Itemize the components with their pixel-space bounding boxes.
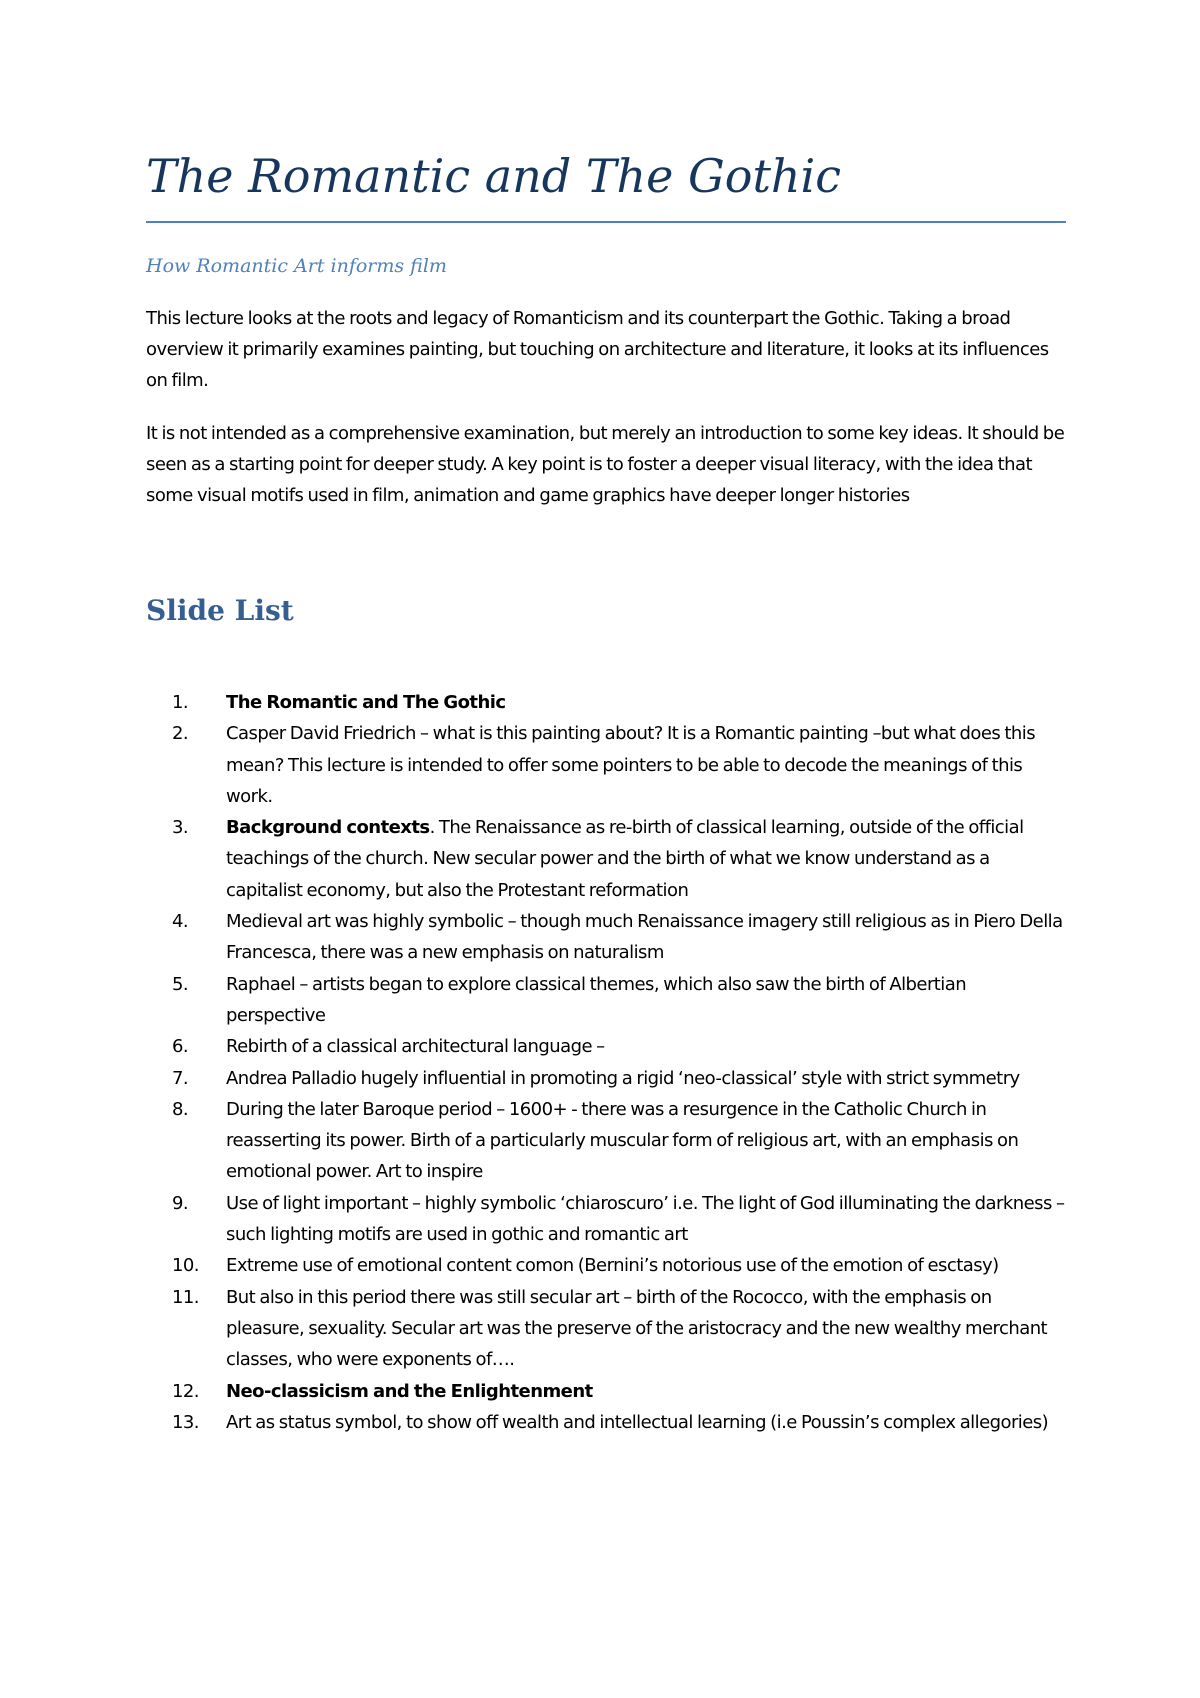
slide-text: Raphael – artists began to explore classical themes, which also saw the birth of Albertian perspective <box>226 973 967 1026</box>
slide-list-item <box>146 1376 1066 1407</box>
slide-lead-text: Background contexts <box>226 817 430 839</box>
slide-list <box>146 687 1066 1438</box>
slide-list-item <box>146 718 1066 812</box>
slide-number: 13. <box>172 1411 199 1433</box>
slide-text: Casper David Friedrich – what is this painting about? It is a Romantic painting –but what does this mean? This lecture is intended to offer some pointers to be able to decode the meanings of this work. <box>226 723 1036 807</box>
slide-number: 3. <box>172 817 189 839</box>
slide-text: The Romantic and The Gothic <box>226 692 506 713</box>
slide-number: 7. <box>172 1067 189 1089</box>
slide-list-item <box>146 1031 1066 1062</box>
slide-number: 5. <box>172 973 189 995</box>
slide-list-item <box>146 1282 1066 1376</box>
slide-list-item <box>146 1188 1066 1251</box>
intro-paragraph: This lecture looks at the roots and legacy of Romanticism and its counterpart the Gothic. Taking a broad overview it primarily examines painting, but touching on architecture and literature, it looks at its influences on film. <box>146 308 1049 391</box>
slide-list-item <box>146 969 1066 1032</box>
slide-text: . The Renaissance as re-birth of classical learning, outside of the official teachings of the church. New secular power and the birth of what we know understand as a capitalist economy, but also the Protestant reformation <box>226 817 1024 901</box>
slide-number: 4. <box>172 911 189 933</box>
slide-list-heading: Slide List <box>146 594 294 627</box>
slide-list-item <box>146 906 1066 969</box>
document-title: The Romantic and The Gothic <box>146 149 842 203</box>
slide-text: Medieval art was highly symbolic – though much Renaissance imagery still religious as in Piero Della Francesca, there was a new emphasis on naturalism <box>226 911 1063 964</box>
slide-text: Andrea Palladio hugely influential in promoting a rigid ‘neo-classical’ style with strict symmetry <box>226 1067 1020 1089</box>
slide-number: 9. <box>172 1192 189 1214</box>
slide-text: Neo-classicism and the Enlightenment <box>226 1380 593 1402</box>
slide-number: 12. <box>172 1380 199 1402</box>
title-underline-rule <box>146 221 1066 223</box>
slide-list-item <box>146 1094 1066 1188</box>
slide-list-item <box>146 1250 1066 1281</box>
slide-text: But also in this period there was still secular art – birth of the Rococco, with the emphasis on pleasure, sexuality. Secular art was the preserve of the aristocracy and the new wealthy merchant classes, who were exponents of…. <box>226 1286 1048 1371</box>
slide-text: Use of light important – highly symbolic ‘chiaroscuro’ i.e. The light of God illuminating the darkness – such lighting motifs are used in gothic and romantic art <box>226 1192 1065 1246</box>
slide-number: 6. <box>172 1036 189 1058</box>
slide-number: 11. <box>172 1286 199 1308</box>
slide-text: Art as status symbol, to show off wealth and intellectual learning (i.e Poussin’s complex allegories) <box>226 1411 1049 1433</box>
intro-paragraph: It is not intended as a comprehensive examination, but merely an introduction to some key ideas. It should be seen as a starting point for deeper study. A key point is to foster a deeper visual literacy, with the idea that some visual motifs used in film, animation and game graphics have deeper longer histories <box>146 423 1065 506</box>
slide-text: Extreme use of emotional content comon (Bernini’s notorious use of the emotion of esctasy) <box>226 1255 999 1277</box>
slide-list-item <box>146 1407 1066 1438</box>
slide-text: During the later Baroque period – 1600+ - there was a resurgence in the Catholic Church in reasserting its power. Birth of a particularly muscular form of religious art, with an emphasis on emotional power. Art to inspire <box>226 1098 1019 1183</box>
slide-list-item <box>146 1063 1066 1094</box>
slide-text: Rebirth of a classical architectural language – <box>226 1036 605 1058</box>
slide-number: 2. <box>172 723 189 745</box>
slide-number: 10. <box>172 1255 199 1277</box>
document-subtitle: How Romantic Art informs film <box>146 255 447 277</box>
slide-list-item <box>146 687 1066 718</box>
slide-number: 1. <box>172 692 189 713</box>
slide-number: 8. <box>172 1098 189 1120</box>
slide-list-item <box>146 812 1066 906</box>
